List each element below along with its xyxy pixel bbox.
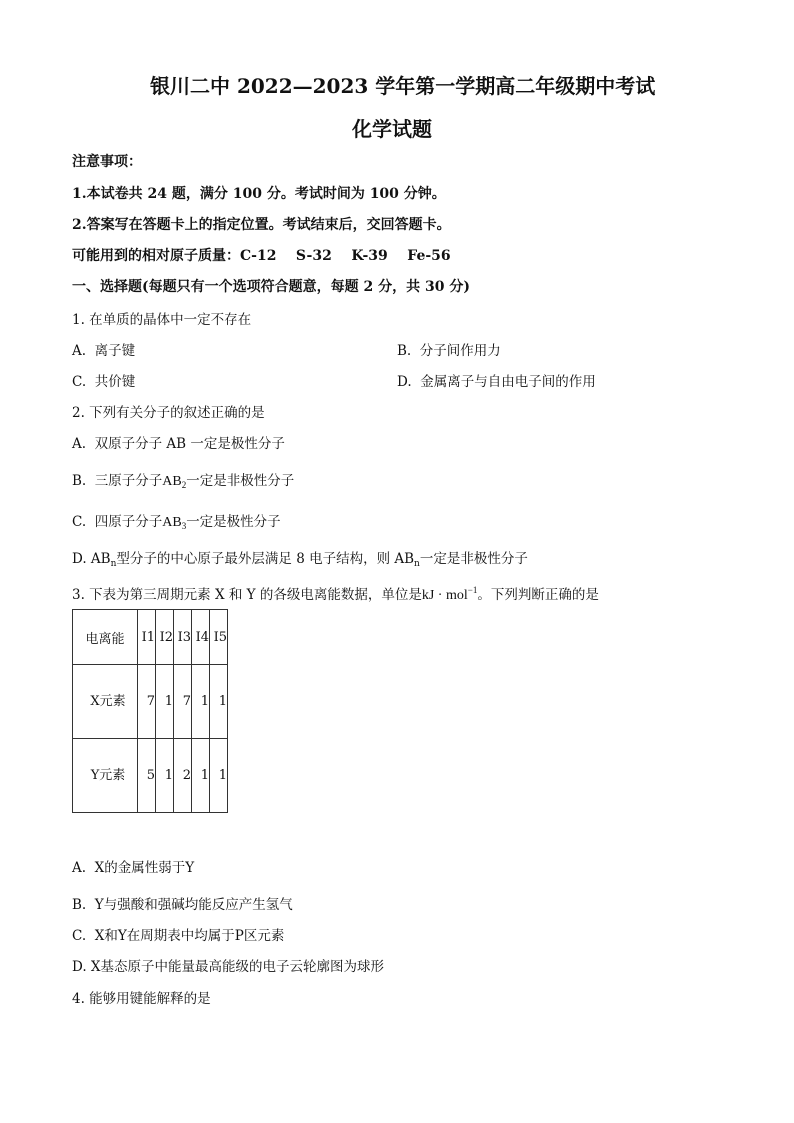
option-d-middle: 型分子的中心原子最外层满足 8 电子结构，则 AB: [116, 551, 415, 567]
table-cell: 1: [192, 665, 210, 739]
question-3-option-a: A. X的金属性弱于Y: [72, 860, 195, 876]
question-1-option-b: B. 分子间作用力: [397, 343, 501, 359]
question-2-option-b: [72, 469, 294, 490]
question-1-stem: 1. 在单质的晶体中一定不存在: [72, 312, 252, 328]
formula-ab3: [162, 515, 186, 530]
question-3-stem: [72, 583, 599, 604]
table-header-cell: I3: [174, 610, 192, 665]
option-b-prefix: B. 三原子分子: [72, 473, 163, 489]
note-item-1: 1.本试卷共 24 题，满分 100 分。考试时间为 100 分钟。: [72, 186, 446, 202]
table-cell: 1: [210, 665, 228, 739]
table-cell: 1: [156, 665, 174, 739]
table-header-cell: I5: [210, 610, 228, 665]
table-cell: 7: [138, 665, 156, 739]
table-header-cell: I2: [156, 610, 174, 665]
formula-ab2-sub: 2: [181, 480, 187, 490]
row-label-x: X元素: [73, 665, 138, 739]
subject-title: 化学试题: [352, 117, 432, 141]
table-row: [73, 665, 228, 739]
notes-heading: 注意事项：: [72, 154, 142, 170]
table-cell: 1: [192, 739, 210, 813]
note-item-2: 2.答案写在答题卡上的指定位置。考试结束后，交回答题卡。: [72, 217, 451, 233]
question-2-stem: 2. 下列有关分子的叙述正确的是: [72, 405, 265, 421]
atomic-masses: 可能用到的相对原子质量：C-12 S-32 K-39 Fe-56: [72, 248, 451, 264]
table-header-cell: I4: [192, 610, 210, 665]
option-d-suffix: 一定是非极性分子: [419, 551, 528, 567]
question-3-option-d: D. X基态原子中能量最高能级的电子云轮廓图为球形: [72, 959, 385, 975]
section-heading: 一、选择题(每题只有一个选项符合题意，每题 2 分，共 30 分): [72, 279, 470, 295]
unit-sup: −1: [467, 585, 478, 595]
question-1-option-c: C. 共价键: [72, 374, 136, 390]
table-cell: 2: [174, 739, 192, 813]
table-header-row: [73, 610, 228, 665]
question-4-stem: 4. 能够用键能解释的是: [72, 991, 211, 1007]
table-header-cell: I1: [138, 610, 156, 665]
option-d-prefix: D. AB: [72, 551, 111, 567]
ionization-energy-table: [72, 609, 228, 813]
exam-title: 银川二中 2022—2023 学年第一学期高二年级期中考试: [150, 74, 656, 98]
table-cell: 5: [138, 739, 156, 813]
question-3-stem-prefix: 3. 下表为第三周期元素 X 和 Y 的各级电离能数据，单位是: [72, 587, 422, 603]
option-c-suffix: 一定是极性分子: [186, 514, 281, 530]
formula-ab3-base: AB: [162, 515, 182, 530]
formula-ab3-sub: 3: [181, 521, 187, 531]
unit-base: kJ · mol: [421, 588, 468, 603]
unit-kj-per-mol: [421, 585, 478, 603]
option-b-suffix: 一定是非极性分子: [186, 473, 295, 489]
option-c-prefix: C. 四原子分子: [72, 514, 163, 530]
table-header-label: 电离能: [73, 610, 138, 665]
question-2-option-d: [72, 547, 528, 569]
question-2-option-c: [72, 510, 281, 531]
table-cell: 1: [210, 739, 228, 813]
option-d-sub-2: n: [414, 559, 420, 569]
table-row: [73, 739, 228, 813]
table-cell: 1: [156, 739, 174, 813]
question-2-option-a: A. 双原子分子 AB 一定是极性分子: [72, 436, 285, 452]
row-label-y: Y元素: [73, 739, 138, 813]
question-3-option-b: B. Y与强酸和强碱均能反应产生氢气: [72, 897, 293, 913]
table-cell: 7: [174, 665, 192, 739]
question-3-option-c: C. X和Y在周期表中均属于P区元素: [72, 928, 285, 944]
question-1-option-a: A. 离子键: [72, 343, 136, 359]
question-1-option-d: D. 金属离子与自由电子间的作用: [397, 374, 596, 390]
question-3-stem-suffix: 。下列判断正确的是: [477, 587, 599, 603]
option-d-sub-1: n: [110, 559, 117, 569]
formula-ab2-base: AB: [162, 474, 182, 489]
formula-ab2: [162, 474, 186, 489]
